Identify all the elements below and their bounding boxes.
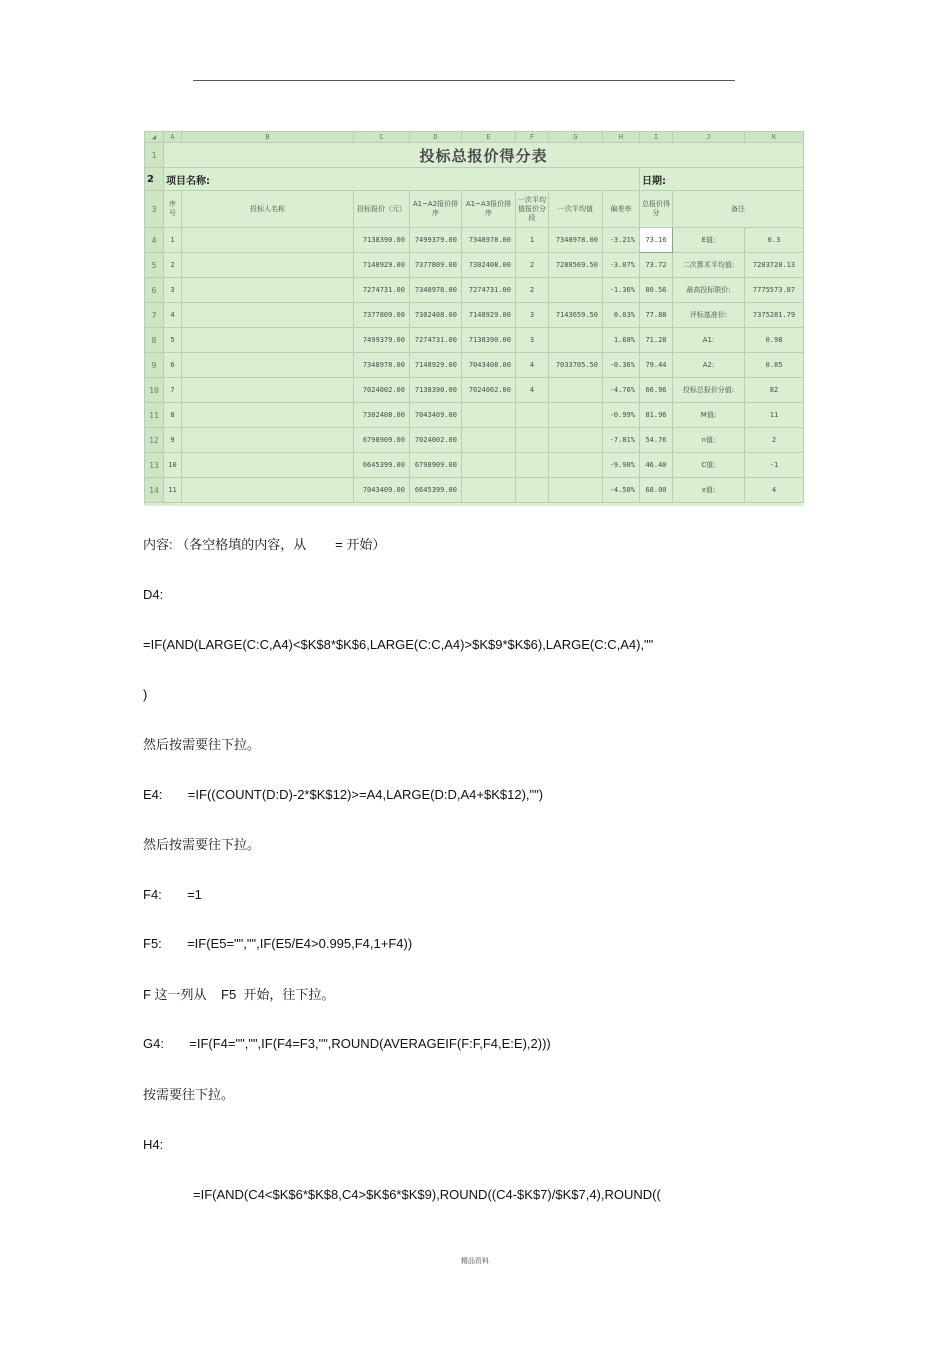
deviation-cell: -4.50% <box>603 478 640 503</box>
row-number: 11 <box>145 403 164 428</box>
bidder-name-cell <box>182 403 354 428</box>
average-cell <box>549 378 603 403</box>
row-number: 6 <box>145 278 164 303</box>
header-cell: 一次平均值 <box>549 191 603 228</box>
average-cell <box>549 278 603 303</box>
sort-a2-cell: 6645399.00 <box>410 478 462 503</box>
column-letter: J <box>673 132 745 143</box>
average-cell <box>549 328 603 353</box>
bid-price-cell: 7302408.00 <box>354 403 410 428</box>
sort-a2-cell: 7377809.00 <box>410 253 462 278</box>
average-cell: 7288569.50 <box>549 253 603 278</box>
remark-label-cell: 二次算术平均值: <box>673 253 745 278</box>
deviation-cell: -1.36% <box>603 278 640 303</box>
remark-value-cell: 0.85 <box>745 353 804 378</box>
doc-line: ) <box>143 687 148 702</box>
bidder-name-cell <box>182 428 354 453</box>
column-letter: G <box>549 132 603 143</box>
score-cell: 73.72 <box>640 253 673 278</box>
bidder-name-cell <box>182 353 354 378</box>
deviation-cell: -3.21% <box>603 228 640 253</box>
row-number: 3 <box>145 191 164 228</box>
bid-price-cell: 7024002.00 <box>354 378 410 403</box>
remark-label-cell: M值: <box>673 403 745 428</box>
bidder-name-cell <box>182 253 354 278</box>
seq-cell: 1 <box>164 228 182 253</box>
sort-a3-cell <box>462 428 516 453</box>
doc-formula: =IF(AND(LARGE(C:C,A4)<$K$8*$K$6,LARGE(C:C,A4)>$K$9*$K$6),LARGE(C:C,A4),"" <box>143 637 654 652</box>
bidder-name-cell <box>182 453 354 478</box>
remark-label-cell: n值: <box>673 428 745 453</box>
page-footer: 精品资料 <box>461 1258 489 1265</box>
segment-cell: 4 <box>516 378 549 403</box>
score-cell: 46.40 <box>640 453 673 478</box>
select-all-corner: ◢ <box>145 132 164 143</box>
header-cell: 一次平均值报价分段 <box>516 191 549 228</box>
deviation-cell: -0.36% <box>603 353 640 378</box>
score-cell: 68.00 <box>640 478 673 503</box>
average-cell: 7143659.50 <box>549 303 603 328</box>
table-row <box>145 353 804 378</box>
deviation-cell: -0.99% <box>603 403 640 428</box>
sort-a3-cell: 7138390.00 <box>462 328 516 353</box>
bid-price-cell: 7274731.00 <box>354 278 410 303</box>
row-number: 8 <box>145 328 164 353</box>
table-row <box>145 253 804 278</box>
sort-a3-cell: 7043408.00 <box>462 353 516 378</box>
table-row <box>145 303 804 328</box>
table-row <box>145 328 804 353</box>
score-table <box>144 131 804 503</box>
header-cell: 备注 <box>673 191 804 228</box>
header-cell: 总报价得分 <box>640 191 673 228</box>
bid-price-cell: 7043409.00 <box>354 478 410 503</box>
remark-label-cell: A2: <box>673 353 745 378</box>
row-number: 9 <box>145 353 164 378</box>
header-rule <box>193 80 735 81</box>
doc-formula: =IF(AND(C4<$K$6*$K$8,C4>$K$6*$K$9),ROUND((C4-$K$7)/$K$7,4),ROUND(( <box>193 1187 661 1202</box>
deviation-cell: 1.68% <box>603 328 640 353</box>
bid-price-cell: 6645399.00 <box>354 453 410 478</box>
segment-cell <box>516 478 549 503</box>
sort-a3-cell: 7024002.00 <box>462 378 516 403</box>
column-letter: H <box>603 132 640 143</box>
sort-a2-cell: 7274731.00 <box>410 328 462 353</box>
doc-formula: E4: =IF((COUNT(D:D)-2*$K$12)>=A4,LARGE(D:D,A4+$K$12),"") <box>143 787 544 802</box>
row-number: 2 <box>145 168 164 191</box>
sort-a3-cell: 7348978.00 <box>462 228 516 253</box>
header-cell: 序号 <box>164 191 182 228</box>
bid-price-cell: 6798909.00 <box>354 428 410 453</box>
segment-cell: 3 <box>516 328 549 353</box>
sort-a2-cell: 7024002.00 <box>410 428 462 453</box>
sort-a3-cell: 7274731.00 <box>462 278 516 303</box>
doc-formula: F5: =IF(E5="","",IF(E5/E4>0.995,F4,1+F4)) <box>143 936 413 951</box>
sheet-title: 投标总报价得分表 <box>164 143 804 168</box>
column-letter: B <box>182 132 354 143</box>
score-cell: 73.16 <box>640 228 673 253</box>
row-number: 13 <box>145 453 164 478</box>
bidder-name-cell <box>182 328 354 353</box>
deviation-cell: -4.76% <box>603 378 640 403</box>
bidder-name-cell <box>182 278 354 303</box>
remark-label-cell: 评标基准价: <box>673 303 745 328</box>
seq-cell: 3 <box>164 278 182 303</box>
remark-label-cell: 最高投标限价: <box>673 278 745 303</box>
spreadsheet-screenshot <box>144 131 803 506</box>
seq-cell: 5 <box>164 328 182 353</box>
doc-line: F 这一列从 F5 开始，往下拉。 <box>143 987 335 1002</box>
remark-value-cell: 82 <box>745 378 804 403</box>
header-cell: 投标报价（元） <box>354 191 410 228</box>
average-cell: 7033705.50 <box>549 353 603 378</box>
deviation-cell: -3.07% <box>603 253 640 278</box>
project-name-label: 项目名称: <box>164 168 640 191</box>
header-cell: A1~A3报价排序 <box>462 191 516 228</box>
seq-cell: 7 <box>164 378 182 403</box>
column-letter: F <box>516 132 549 143</box>
doc-formula: F4: =1 <box>143 887 202 902</box>
sort-a3-cell: 7302408.00 <box>462 253 516 278</box>
title-row <box>145 143 804 168</box>
remark-label-cell: 投标总报价分值: <box>673 378 745 403</box>
seq-cell: 9 <box>164 428 182 453</box>
sort-a2-cell: 7148929.00 <box>410 353 462 378</box>
bid-price-cell: 7138390.00 <box>354 228 410 253</box>
bid-price-cell: 7148929.00 <box>354 253 410 278</box>
sort-a2-cell: 6798909.00 <box>410 453 462 478</box>
header-cell: A1~A2报价排序 <box>410 191 462 228</box>
remark-label-cell: x值: <box>673 478 745 503</box>
remark-value-cell: 7775573.87 <box>745 278 804 303</box>
seq-cell: 8 <box>164 403 182 428</box>
sort-a2-cell: 7348978.00 <box>410 278 462 303</box>
project-row <box>145 168 804 191</box>
doc-line: 按需要往下拉。 <box>143 1087 235 1102</box>
doc-line: H4: <box>143 1137 164 1152</box>
segment-cell: 1 <box>516 228 549 253</box>
remark-value-cell: 2 <box>745 428 804 453</box>
doc-line: 然后按需要往下拉。 <box>143 737 261 752</box>
seq-cell: 11 <box>164 478 182 503</box>
remark-label-cell: A1: <box>673 328 745 353</box>
sort-a3-cell <box>462 403 516 428</box>
seq-cell: 4 <box>164 303 182 328</box>
seq-cell: 10 <box>164 453 182 478</box>
deviation-cell: -7.81% <box>603 428 640 453</box>
remark-label-cell: E值: <box>673 228 745 253</box>
sort-a2-cell: 7138390.00 <box>410 378 462 403</box>
table-row <box>145 478 804 503</box>
table-row <box>145 403 804 428</box>
deviation-cell: -9.90% <box>603 453 640 478</box>
average-cell <box>549 478 603 503</box>
average-cell: 7348978.00 <box>549 228 603 253</box>
bid-price-cell: 7348978.00 <box>354 353 410 378</box>
table-row <box>145 453 804 478</box>
header-cell: 偏差率 <box>603 191 640 228</box>
sort-a2-cell: 7302408.00 <box>410 303 462 328</box>
remark-value-cell: 0.3 <box>745 228 804 253</box>
segment-cell <box>516 403 549 428</box>
column-letters-row <box>145 132 804 143</box>
score-cell: 80.56 <box>640 278 673 303</box>
column-letter: I <box>640 132 673 143</box>
row-number: 10 <box>145 378 164 403</box>
data-rows <box>145 228 804 503</box>
sort-a3-cell <box>462 453 516 478</box>
segment-cell <box>516 428 549 453</box>
remark-value-cell: 4 <box>745 478 804 503</box>
bidder-name-cell <box>182 478 354 503</box>
sort-a2-cell: 7043409.00 <box>410 403 462 428</box>
column-letter: K <box>745 132 804 143</box>
table-row <box>145 278 804 303</box>
column-letter: D <box>410 132 462 143</box>
row-number: 14 <box>145 478 164 503</box>
remark-value-cell: -1 <box>745 453 804 478</box>
sort-a3-cell: 7148929.00 <box>462 303 516 328</box>
table-row <box>145 378 804 403</box>
row-number: 1 <box>145 143 164 168</box>
date-label: 日期: <box>640 168 804 191</box>
bidder-name-cell <box>182 378 354 403</box>
column-letter: E <box>462 132 516 143</box>
row-number: 4 <box>145 228 164 253</box>
row-number: 5 <box>145 253 164 278</box>
sort-a2-cell: 7499379.00 <box>410 228 462 253</box>
score-cell: 71.28 <box>640 328 673 353</box>
remark-value-cell: 7203728.13 <box>745 253 804 278</box>
seq-cell: 2 <box>164 253 182 278</box>
sort-a3-cell <box>462 478 516 503</box>
score-cell: 81.96 <box>640 403 673 428</box>
segment-cell: 2 <box>516 278 549 303</box>
doc-line: 内容: （各空格填的内容，从 = 开始） <box>143 537 386 552</box>
bidder-name-cell <box>182 303 354 328</box>
deviation-cell: 0.03% <box>603 303 640 328</box>
header-cell: 投标人名称 <box>182 191 354 228</box>
doc-line: D4: <box>143 587 164 602</box>
score-cell: 66.96 <box>640 378 673 403</box>
segment-cell: 2 <box>516 253 549 278</box>
row-number: 7 <box>145 303 164 328</box>
average-cell <box>549 453 603 478</box>
segment-cell: 4 <box>516 353 549 378</box>
remark-label-cell: C值: <box>673 453 745 478</box>
score-cell: 54.76 <box>640 428 673 453</box>
score-cell: 79.44 <box>640 353 673 378</box>
seq-cell: 6 <box>164 353 182 378</box>
doc-formula: G4: =IF(F4="","",IF(F4=F3,"",ROUND(AVERAGEIF(F:F,F4,E:E),2))) <box>143 1036 551 1051</box>
row-number: 12 <box>145 428 164 453</box>
average-cell <box>549 428 603 453</box>
remark-value-cell: 7375281.79 <box>745 303 804 328</box>
segment-cell <box>516 453 549 478</box>
column-letter: A <box>164 132 182 143</box>
score-cell: 77.88 <box>640 303 673 328</box>
bid-price-cell: 7499379.00 <box>354 328 410 353</box>
column-letter: C <box>354 132 410 143</box>
header-row <box>145 191 804 228</box>
bid-price-cell: 7377809.00 <box>354 303 410 328</box>
bidder-name-cell <box>182 228 354 253</box>
table-row <box>145 228 804 253</box>
table-row <box>145 428 804 453</box>
segment-cell: 3 <box>516 303 549 328</box>
remark-value-cell: 11 <box>745 403 804 428</box>
average-cell <box>549 403 603 428</box>
doc-line: 然后按需要往下拉。 <box>143 837 261 852</box>
remark-value-cell: 0.98 <box>745 328 804 353</box>
